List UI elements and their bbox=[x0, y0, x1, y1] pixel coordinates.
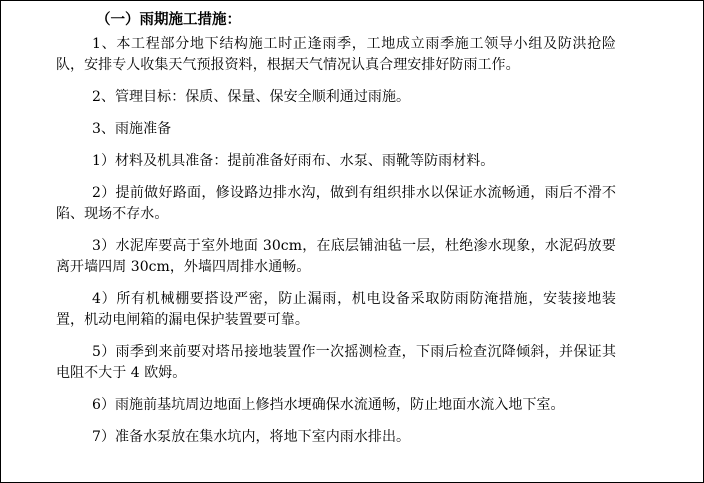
paragraph-4: 1）材料及机具准备：提前准备好雨布、水泵、雨靴等防雨材料。 bbox=[92, 153, 495, 169]
paragraph-3: 3、雨施准备 bbox=[92, 121, 172, 137]
paragraph-5: 2）提前做好路面，修设路边排水沟，做到有组织排水以保证水流畅通，雨后不滑不陷、现场不存水。 bbox=[56, 185, 616, 222]
paragraph-8: 5）雨季到来前要对塔吊接地装置作一次摇测检查，下雨后检查沉降倾斜，并保证其电阻不大于 4 欧姆。 bbox=[56, 344, 616, 381]
paragraph-6: 3）水泥库要高于室外地面 30cm，在底层铺油毡一层，杜绝渗水现象，水泥码放要离开墙四周 30cm，外墙四周排水通畅。 bbox=[56, 238, 616, 275]
paragraph-10: 7）准备水泵放在集水坑内，将地下室内雨水排出。 bbox=[92, 429, 411, 445]
document-body bbox=[56, 9, 616, 459]
paragraph-1: 1、本工程部分地下结构施工时正逢雨季，工地成立雨季施工领导小组及防洪抢险队，安排专人收集天气预报资料，根据天气情况认真合理安排好防雨工作。 bbox=[56, 36, 616, 73]
paragraph-2: 2、管理目标：保质、保量、保安全顺利通过雨施。 bbox=[92, 89, 411, 105]
paragraph-7: 4）所有机械棚要搭设严密，防止漏雨，机电设备采取防雨防淹措施，安装接地装置，机动电闸箱的漏电保护装置要可靠。 bbox=[56, 291, 616, 328]
section-heading: （一）雨期施工措施： bbox=[96, 11, 241, 28]
paragraph-9: 6）雨施前基坑周边地面上修挡水埂确保水流通畅，防止地面水流入地下室。 bbox=[92, 397, 565, 413]
